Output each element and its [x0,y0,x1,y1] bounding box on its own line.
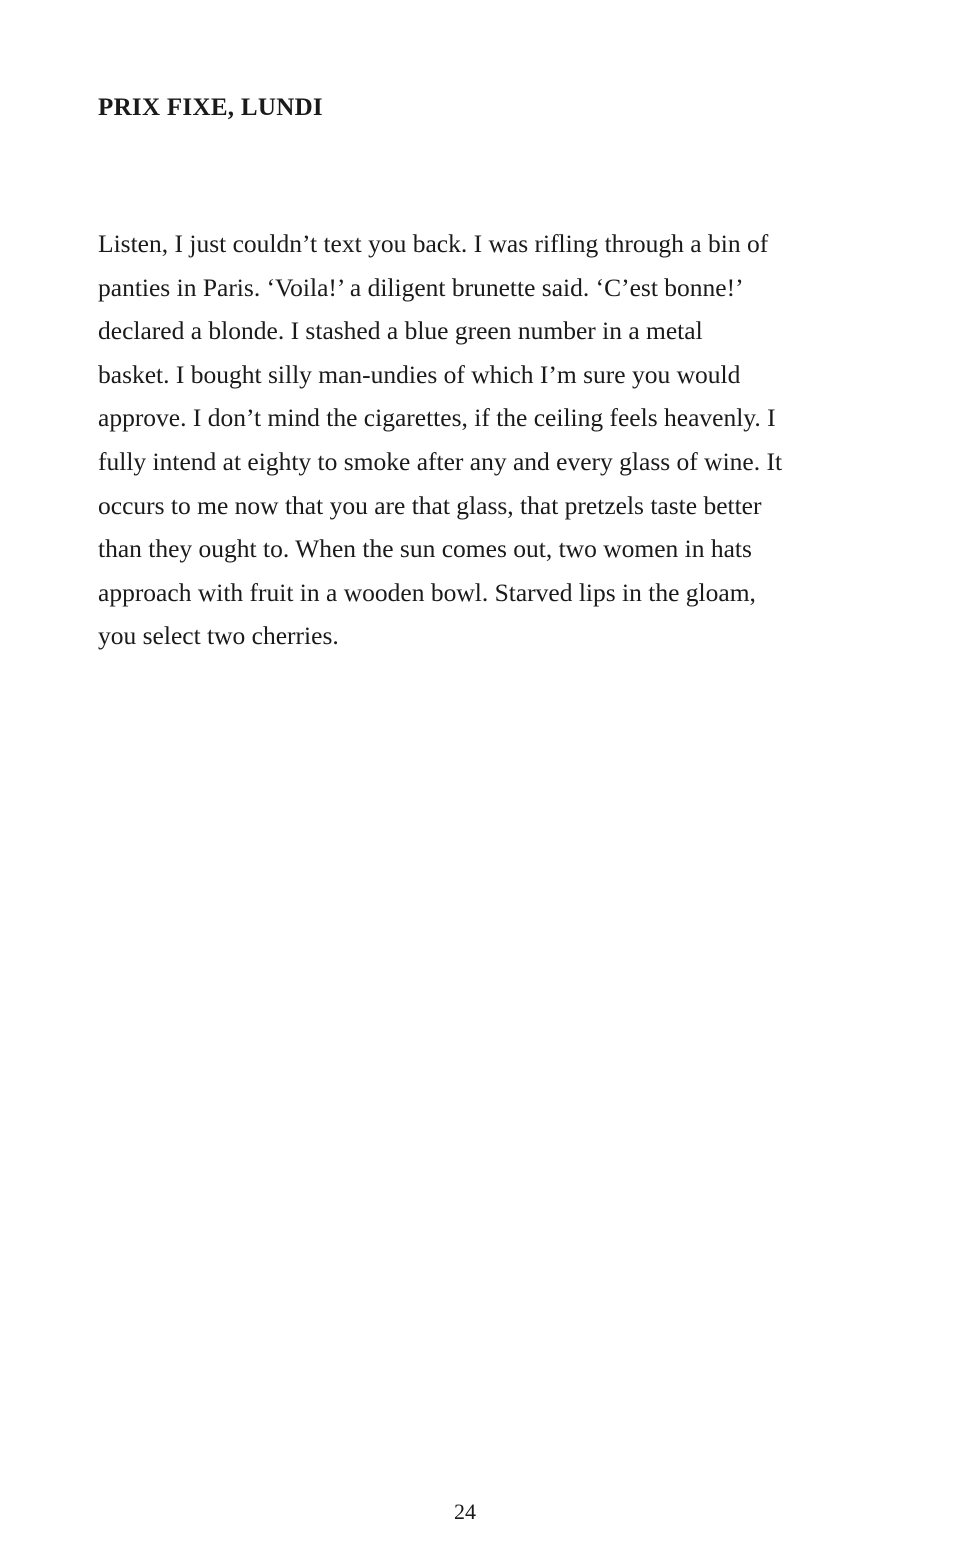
poem-line: than they ought to. When the sun comes out, two women in hats [98,534,752,564]
poem-line: declared a blonde. I stashed a blue green number in a metal [98,316,703,346]
poem-line: Listen, I just couldn’t text you back. I was rifling through a bin of [98,229,769,258]
poem-title: PRIX FIXE, LUNDI [98,94,323,121]
poem-line: fully intend at eighty to smoke after any and every glass of wine. It [98,446,783,476]
poem-line: panties in Paris. ‘Voila!’ a diligent brunette said. ‘C’est bonne!’ [98,272,744,302]
poem-body [98,222,782,658]
poem-line: approve. I don’t mind the cigarettes, if the ceiling feels heavenly. I [98,403,776,433]
poem-line: occurs to me now that you are that glass, that pretzels taste better [98,490,762,520]
poem-line: you select two cherries. [98,621,339,651]
poem-line: basket. I bought silly man-undies of which I’m sure you would [98,359,741,389]
poem-line: approach with fruit in a wooden bowl. Starved lips in the gloam, [98,577,756,607]
page-number: 24 [454,1499,476,1524]
